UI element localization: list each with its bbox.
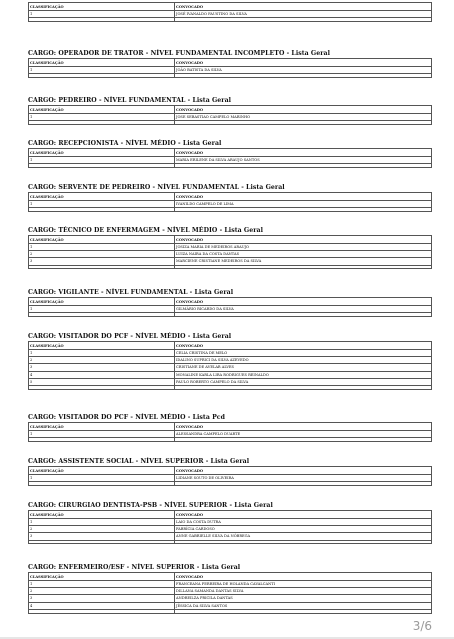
- table-row: [29, 201, 432, 208]
- header-convocado: CONVOCADO: [175, 3, 432, 11]
- table-row: [29, 431, 432, 438]
- convocado-cell: MARIA ERILENE DA SILVA ARAUJO SANTOS: [175, 157, 432, 164]
- convocados-table: [28, 297, 432, 317]
- classificacao-cell: 1: [29, 201, 175, 208]
- classificacao-cell: 1: [29, 11, 175, 18]
- table-bottom-row: [29, 482, 432, 486]
- section-title: CARGO: RECEPCIONISTA - NÍVEL MÉDIO - Lista Geral: [28, 140, 222, 147]
- header-convocado: CONVOCADO: [175, 59, 432, 67]
- classificacao-cell: 1: [29, 475, 175, 482]
- table-bottom-row: [29, 121, 432, 125]
- classificacao-cell: 4: [29, 371, 175, 378]
- table-row: [29, 350, 432, 357]
- table-bottom-row: [29, 74, 432, 78]
- table-row: [29, 114, 432, 121]
- table-header-row: [29, 298, 432, 306]
- empty-cell: [175, 74, 432, 78]
- table-header-row: [29, 236, 432, 244]
- table-row: [29, 11, 432, 18]
- section-title: CARGO: VISITADOR DO PCF - NÍVEL MÉDIO - Lista Pcd: [28, 414, 225, 421]
- cargo-section: [28, 457, 432, 486]
- classificacao-cell: 1: [29, 306, 175, 313]
- cargo-section: [28, 49, 432, 78]
- cargo-section: [28, 332, 432, 390]
- convocado-cell: JOSÉ IVANALDO FAUSTINO DA SILVA: [175, 11, 432, 18]
- table-header-row: [29, 467, 432, 475]
- table-bottom-row: [29, 313, 432, 317]
- header-classificacao: CLASSIFICAÇÃO: [29, 106, 175, 114]
- cargo-section: [28, 501, 432, 544]
- convocado-cell: FABRÍCIA CARDOSO: [175, 526, 432, 533]
- classificacao-cell: 5: [29, 378, 175, 385]
- convocado-cell: CRISTIANE DE AVELAR ALVES: [175, 364, 432, 371]
- empty-cell: [29, 265, 175, 269]
- classificacao-cell: 3: [29, 595, 175, 602]
- empty-cell: [29, 482, 175, 486]
- table-header-row: [29, 59, 432, 67]
- table-row: [29, 595, 432, 602]
- section-title: CARGO: VIGILANTE - NÍVEL FUNDAMENTAL - Lista Geral: [28, 289, 234, 296]
- header-classificacao: CLASSIFICAÇÃO: [29, 3, 175, 11]
- header-convocado: CONVOCADO: [175, 236, 432, 244]
- table-row: [29, 157, 432, 164]
- convocados-table: [28, 466, 432, 486]
- classificacao-cell: 1: [29, 67, 175, 74]
- table-row: [29, 364, 432, 371]
- header-convocado: CONVOCADO: [175, 193, 432, 201]
- table-row: [29, 251, 432, 258]
- classificacao-cell: 2: [29, 251, 175, 258]
- convocado-cell: GILMÁRIO RICARDO DA SILVA: [175, 306, 432, 313]
- header-convocado: CONVOCADO: [175, 298, 432, 306]
- convocados-table: [28, 422, 432, 442]
- header-classificacao: CLASSIFICAÇÃO: [29, 467, 175, 475]
- empty-cell: [175, 438, 432, 442]
- table-bottom-row: [29, 18, 432, 22]
- table-row: [29, 67, 432, 74]
- convocado-cell: ANDREILZA PRICILA DANTAS: [175, 595, 432, 602]
- empty-cell: [175, 540, 432, 544]
- empty-cell: [175, 18, 432, 22]
- convocado-cell: IDALINO SUPRICI DA SILVA AZEVEDO: [175, 357, 432, 364]
- empty-cell: [29, 438, 175, 442]
- table-bottom-row: [29, 265, 432, 269]
- table-row: [29, 258, 432, 265]
- table-bottom-row: [29, 164, 432, 168]
- page-indicator: 3/6: [412, 619, 432, 633]
- table-row: [29, 526, 432, 533]
- table-header-row: [29, 342, 432, 350]
- header-convocado: CONVOCADO: [175, 573, 432, 581]
- table-header-row: [29, 3, 432, 11]
- classificacao-cell: 2: [29, 588, 175, 595]
- convocados-table: [28, 341, 432, 390]
- table-row: [29, 588, 432, 595]
- cargo-section: [28, 288, 432, 317]
- classificacao-cell: 2: [29, 357, 175, 364]
- convocado-cell: DILLANA SAMANDA DANTAS SILVA: [175, 588, 432, 595]
- table-row: [29, 357, 432, 364]
- empty-cell: [175, 121, 432, 125]
- cargo-section: [28, 226, 432, 269]
- section-title: CARGO: SERVENTE DE PEDREIRO - NÍVEL FUNDAMENTAL - Lista Geral: [28, 184, 285, 191]
- convocado-cell: JÉSSICA DA SILVA SANTOS: [175, 602, 432, 609]
- table-header-row: [29, 193, 432, 201]
- convocado-cell: MONALINE KARLA LIRA RODRIGUES REINALDO: [175, 371, 432, 378]
- table-header-row: [29, 106, 432, 114]
- convocados-table: [28, 58, 432, 78]
- convocado-cell: JOÃO BATISTA DA SILVA: [175, 67, 432, 74]
- table-header-row: [29, 511, 432, 519]
- empty-cell: [175, 313, 432, 317]
- empty-cell: [175, 164, 432, 168]
- classificacao-cell: 3: [29, 364, 175, 371]
- convocado-cell: ANNE GABRIELLE SILVA DA NÓBREGA: [175, 533, 432, 540]
- empty-cell: [29, 313, 175, 317]
- classificacao-cell: 1: [29, 350, 175, 357]
- table-bottom-row: [29, 540, 432, 544]
- classificacao-cell: 1: [29, 114, 175, 121]
- header-classificacao: CLASSIFICAÇÃO: [29, 236, 175, 244]
- header-classificacao: CLASSIFICAÇÃO: [29, 59, 175, 67]
- table-bottom-row: [29, 609, 432, 613]
- convocado-cell: IVANILDO CAMPELO DE LIMA: [175, 201, 432, 208]
- table-row: [29, 306, 432, 313]
- convocados-table: [28, 148, 432, 168]
- header-convocado: CONVOCADO: [175, 467, 432, 475]
- convocados-table: [28, 105, 432, 125]
- table-header-row: [29, 573, 432, 581]
- empty-cell: [29, 74, 175, 78]
- convocado-cell: JOSIZA MARIA DE MEDEIROS ARAUJO: [175, 244, 432, 251]
- convocados-table: [28, 572, 432, 614]
- section-title: CARGO: ASSISTENTE SOCIAL - NÍVEL SUPERIOR - Lista Geral: [28, 458, 250, 465]
- table-row: [29, 581, 432, 588]
- table-row: [29, 602, 432, 609]
- table-bottom-row: [29, 208, 432, 212]
- empty-cell: [29, 18, 175, 22]
- section-title: CARGO: OPERADOR DE TRATOR - NÍVEL FUNDAMENTAL INCOMPLETO - Lista Geral: [28, 50, 331, 57]
- header-convocado: CONVOCADO: [175, 149, 432, 157]
- table-row: [29, 519, 432, 526]
- convocado-cell: FRANCEANA FERREIRA DE HOLANDA CAVALCANTI: [175, 581, 432, 588]
- header-convocado: CONVOCADO: [175, 342, 432, 350]
- table-bottom-row: [29, 438, 432, 442]
- classificacao-cell: 3: [29, 533, 175, 540]
- cargo-section: [28, 139, 432, 168]
- empty-cell: [29, 609, 175, 613]
- convocado-cell: JOSE SEBASTIAO CAMPELO MARINHO: [175, 114, 432, 121]
- empty-cell: [29, 208, 175, 212]
- section-title: CARGO: TÉCNICO DE ENFERMAGEM - NÍVEL MÉDIO - Lista Geral: [28, 227, 263, 234]
- header-classificacao: CLASSIFICAÇÃO: [29, 342, 175, 350]
- header-classificacao: CLASSIFICAÇÃO: [29, 573, 175, 581]
- header-classificacao: CLASSIFICAÇÃO: [29, 423, 175, 431]
- convocados-table: [28, 192, 432, 212]
- empty-cell: [29, 540, 175, 544]
- empty-cell: [29, 121, 175, 125]
- convocado-cell: MARCIENE CRISTIANE MEDEIROS DA SILVA: [175, 258, 432, 265]
- classificacao-cell: 1: [29, 431, 175, 438]
- empty-cell: [175, 208, 432, 212]
- convocado-cell: LAIO DA COSTA DUTRA: [175, 519, 432, 526]
- classificacao-cell: 2: [29, 526, 175, 533]
- cargo-section: [28, 2, 432, 22]
- classificacao-cell: 1: [29, 581, 175, 588]
- cargo-section: [28, 413, 432, 442]
- table-row: [29, 371, 432, 378]
- classificacao-cell: 1: [29, 244, 175, 251]
- classificacao-cell: 1: [29, 157, 175, 164]
- classificacao-cell: 3: [29, 258, 175, 265]
- header-classificacao: CLASSIFICAÇÃO: [29, 193, 175, 201]
- header-classificacao: CLASSIFICAÇÃO: [29, 298, 175, 306]
- section-title: CARGO: VISITADOR DO PCF - NÍVEL MÉDIO - Lista Geral: [28, 333, 232, 340]
- header-classificacao: CLASSIFICAÇÃO: [29, 149, 175, 157]
- cargo-section: [28, 183, 432, 212]
- header-convocado: CONVOCADO: [175, 423, 432, 431]
- empty-cell: [29, 385, 175, 389]
- table-row: [29, 244, 432, 251]
- section-title: CARGO: ENFERMEIRO/ESF - NÍVEL SUPERIOR - Lista Geral: [28, 564, 241, 571]
- cargo-section: [28, 96, 432, 125]
- header-convocado: CONVOCADO: [175, 511, 432, 519]
- convocados-table: [28, 510, 432, 544]
- section-title: CARGO: CIRURGIAO DENTISTA-PSB - NÍVEL SUPERIOR - Lista Geral: [28, 502, 273, 509]
- empty-cell: [175, 482, 432, 486]
- convocados-table: [28, 235, 432, 269]
- header-classificacao: CLASSIFICAÇÃO: [29, 511, 175, 519]
- classificacao-cell: 1: [29, 519, 175, 526]
- classificacao-cell: 4: [29, 602, 175, 609]
- convocado-cell: CELIA CRISTINA DE MELO: [175, 350, 432, 357]
- convocado-cell: PAULO ROBERTO CAMPELO DA SILVA: [175, 378, 432, 385]
- empty-cell: [175, 265, 432, 269]
- convocados-table: [28, 2, 432, 22]
- section-title: CARGO: PEDREIRO - NÍVEL FUNDAMENTAL - Lista Geral: [28, 97, 232, 104]
- table-header-row: [29, 423, 432, 431]
- empty-cell: [175, 609, 432, 613]
- table-row: [29, 475, 432, 482]
- empty-cell: [175, 385, 432, 389]
- convocado-cell: LUIZA NAIRA DA COSTA DANTAS: [175, 251, 432, 258]
- table-row: [29, 533, 432, 540]
- header-convocado: CONVOCADO: [175, 106, 432, 114]
- cargo-section: [28, 563, 432, 614]
- table-bottom-row: [29, 385, 432, 389]
- empty-cell: [29, 164, 175, 168]
- convocado-cell: LIDIANE SOUTO DE OLIVEIRA: [175, 475, 432, 482]
- convocado-cell: ALESSANDRA CAMPELO DUARTE: [175, 431, 432, 438]
- table-header-row: [29, 149, 432, 157]
- table-row: [29, 378, 432, 385]
